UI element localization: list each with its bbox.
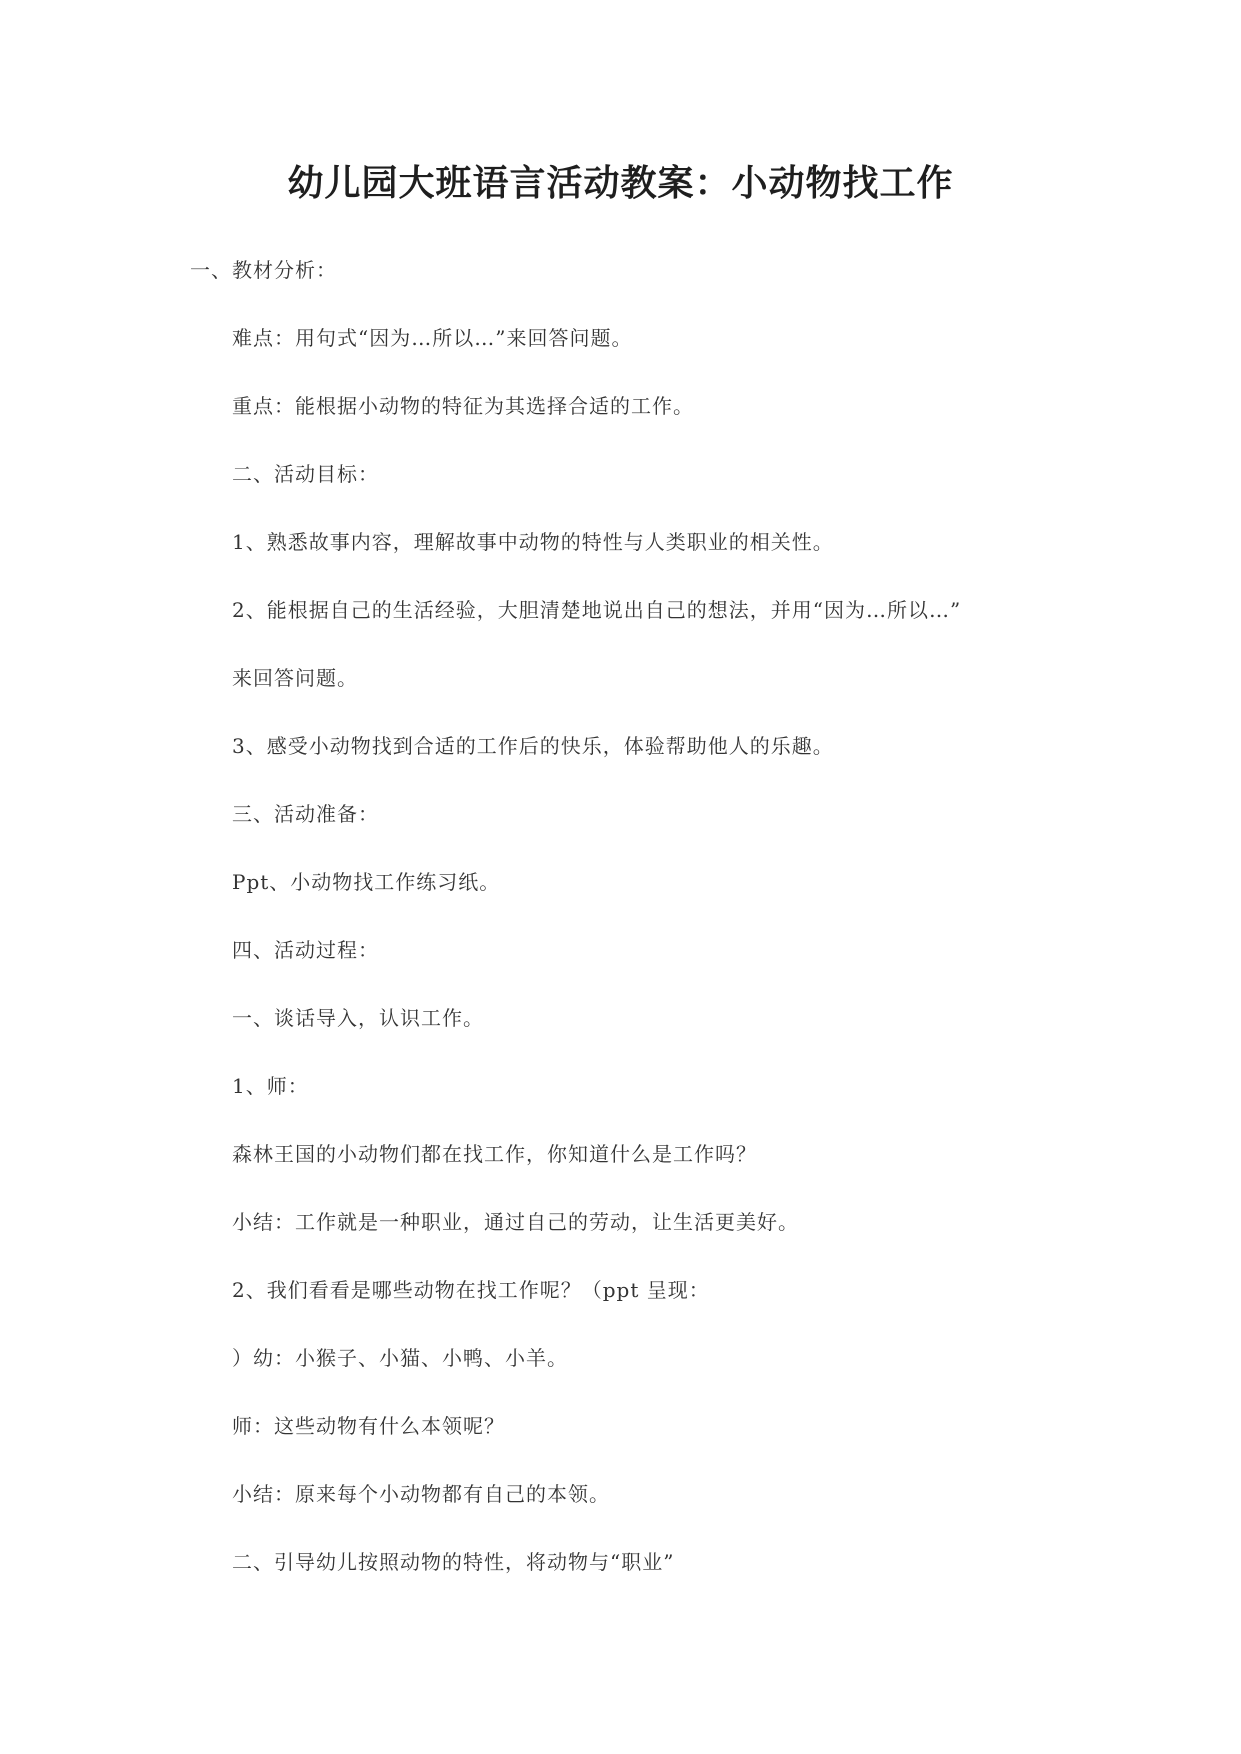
section-heading-goals: 二、活动目标： — [232, 462, 379, 486]
summary-skills: 小结：原来每个小动物都有自己的本领。 — [232, 1482, 610, 1506]
process-step-1: 一、谈话导入，认识工作。 — [232, 1006, 484, 1030]
summary-work: 小结：工作就是一种职业，通过自己的劳动，让生活更美好。 — [232, 1210, 799, 1234]
paragraph-key-point: 重点：能根据小动物的特征为其选择合适的工作。 — [232, 394, 694, 418]
teacher-line-2: 2、我们看看是哪些动物在找工作呢？（ppt 呈现： — [232, 1278, 710, 1302]
document-title: 幼儿园大班语言活动教案：小动物找工作 — [287, 162, 954, 204]
paragraph-difficulty: 难点：用句式“因为…所以…”来回答问题。 — [232, 326, 633, 350]
teacher-question: 师：这些动物有什么本领呢？ — [232, 1414, 505, 1438]
goal-item-2: 2、能根据自己的生活经验，大胆清楚地说出自己的想法，并用“因为…所以…” — [232, 598, 962, 622]
section-heading-preparation: 三、活动准备： — [232, 802, 379, 826]
paragraph-forest-kingdom: 森林王国的小动物们都在找工作，你知道什么是工作吗？ — [232, 1142, 757, 1166]
process-step-2: 二、引导幼儿按照动物的特性，将动物与“职业” — [232, 1550, 675, 1574]
goal-item-3: 3、感受小动物找到合适的工作后的快乐，体验帮助他人的乐趣。 — [232, 734, 834, 758]
children-answer: ）幼：小猴子、小猫、小鸭、小羊。 — [232, 1346, 568, 1370]
section-heading-material-analysis: 一、教材分析： — [190, 258, 337, 282]
teacher-line-1: 1、师： — [232, 1074, 309, 1098]
paragraph-materials: Ppt、小动物找工作练习纸。 — [232, 870, 501, 894]
goal-item-1: 1、熟悉故事内容，理解故事中动物的特性与人类职业的相关性。 — [232, 530, 834, 554]
section-heading-process: 四、活动过程： — [232, 938, 379, 962]
goal-item-2-continued: 来回答问题。 — [232, 666, 358, 690]
